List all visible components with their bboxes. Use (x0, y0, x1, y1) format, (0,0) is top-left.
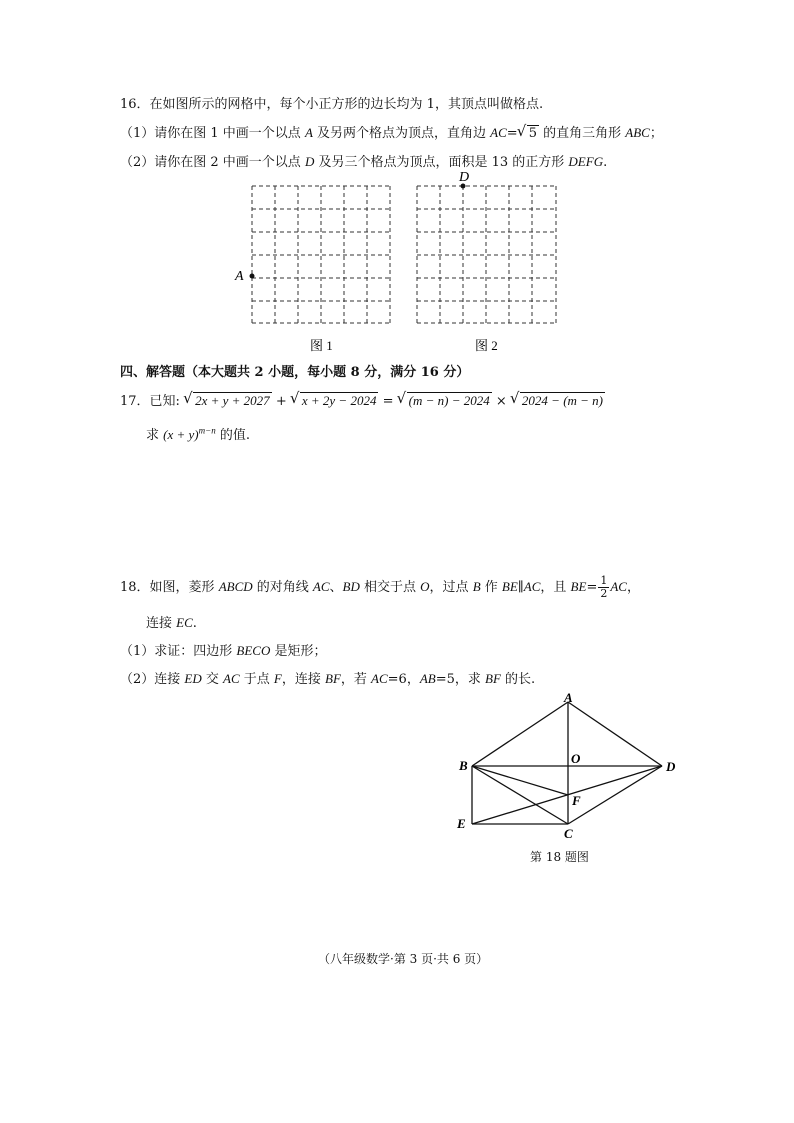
fig2-caption: 图 2 (475, 338, 498, 353)
q18-part1: （1）求证：四边形 BECO 是矩形； (120, 643, 327, 659)
label-b: B (459, 758, 468, 773)
q18-part2: （2）连接 ED 交 AC 于点 F，连接 BF，若 AC=6，AB=5，求 BF 的长. (120, 671, 536, 687)
label-c: C (564, 826, 573, 841)
label-o: O (571, 751, 581, 766)
fraction-half: $\frac{1}{2}$ (600, 574, 608, 600)
q16-part2: （2）请你在图 2 中画一个以点 D 及另三个格点为顶点，面积是 13 的正方形 DEFG. (120, 154, 608, 170)
q16-stem: 16．在如图所示的网格中，每个小正方形的边长均为 1，其顶点叫做格点. (120, 97, 544, 112)
q16-figures (230, 168, 570, 358)
label-f: F (572, 793, 581, 808)
label-d: D (666, 759, 676, 774)
sqrt-5: √ 5 (519, 125, 539, 141)
label-a: A (564, 690, 573, 705)
label-e: E (457, 816, 466, 831)
point-a-dot (250, 274, 255, 279)
q18-line2: 连接 EC. (146, 615, 197, 631)
fig1-point-label: A (235, 269, 244, 284)
q17-equation: 17．已知: √ 2x + y + 2027 + √ x + 2y − 2024 = √ (m − n) − 2024 × √ 2024 − (m − n) (120, 390, 605, 409)
page-footer: （八年级数学·第 3 页·共 6 页） (318, 952, 489, 966)
q18-figure-lines (472, 702, 662, 824)
q18-figure (450, 690, 700, 870)
q17-ask: 求 $(x + y)^{m-n}$ 的值. (146, 425, 250, 443)
grid-figure-2 (417, 186, 556, 323)
section-heading: 四、解答题（本大题共 2 小题，每小题 8 分，满分 16 分） (120, 365, 470, 380)
grid-figure-1 (252, 186, 390, 323)
q18-figure-caption: 第 18 题图 (530, 850, 589, 864)
fig2-point-label: D (459, 170, 470, 185)
fig1-caption: 图 1 (310, 338, 333, 353)
q18-stem: 18．如图，菱形 ABCD 的对角线 AC、BD 相交于点 O，过点 B 作 BE∥AC，且 BE= $\frac{1}{2}$ AC， (120, 574, 640, 600)
q16-part1: （1）请你在图 1 中画一个以点 A 及另两个格点为顶点，直角边 AC=√ 5 的直角三角形 ABC； (120, 122, 663, 141)
